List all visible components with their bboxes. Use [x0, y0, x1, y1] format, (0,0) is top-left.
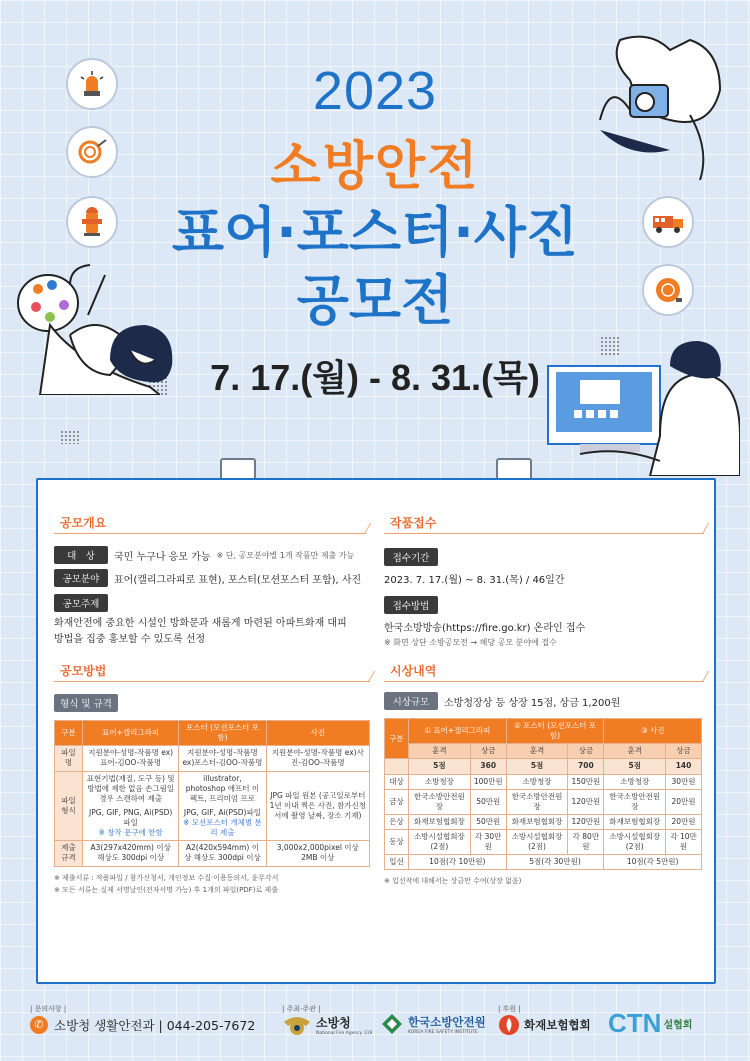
total-row	[385, 759, 702, 774]
org-logo-kfsi	[380, 1012, 486, 1036]
cell-text: JPG, GIF, Ai(PSD)파일	[183, 807, 261, 817]
awards-note: ※ 입선작에 대해서는 상금만 수여(상장 없음)	[384, 877, 522, 886]
table-row	[385, 774, 702, 789]
sub-header: 훈격	[409, 744, 471, 759]
submission-section	[384, 512, 704, 648]
org-sub: National Fire Agency 119	[316, 1031, 373, 1036]
table-cell	[179, 771, 266, 841]
table-header: ① 표어+캘리그라피	[409, 719, 507, 744]
table-cell: JPG 파일 원본 (공고일로부터 1년 이내 찍은 사진, 참가신청서에 촬영 날짜, 장소 기재)	[266, 771, 369, 841]
phone-icon: ✆	[30, 1016, 48, 1034]
theme-text: 화재안전에 중요한 시설인 방화문과 새롭게 마련된 아파트화재 대피방법을 집중 홍보할 수 있도록 선정	[54, 618, 347, 645]
cell-text: JPG, GIF, PNG, Ai(PSD) 파일	[89, 807, 173, 827]
sub-header: 훈격	[506, 744, 568, 759]
org-name: 한국소방안전원	[408, 1014, 486, 1029]
row-label: 파일명	[55, 746, 83, 771]
org-name: 소방청	[316, 1016, 351, 1030]
row-label: 대상	[385, 774, 409, 789]
contest-year: 2023	[312, 61, 438, 121]
table-row	[385, 789, 702, 814]
table-cell: 화재보험협회장	[506, 814, 568, 829]
table-cell: 소방시설협회장 (2점)	[604, 830, 666, 855]
table-row	[55, 841, 370, 866]
table-cell: 140	[666, 759, 702, 774]
table-row	[385, 855, 702, 870]
row-label: 파일 형식	[55, 771, 83, 841]
info-panel	[36, 478, 716, 984]
cell-note: ※ 모션포스터 개체별 분리 제출	[183, 818, 262, 838]
method-text: 한국소방방송(https://fire.go.kr) 온라인 접수	[384, 623, 586, 634]
table-cell: 소방청장	[506, 774, 568, 789]
row-label: 은상	[385, 814, 409, 829]
table-cell: 각 10만원	[666, 830, 702, 855]
table-cell: 120만원	[568, 789, 604, 814]
target-tag: 대 상	[54, 546, 108, 564]
row-label: 제출 규격	[55, 841, 83, 866]
field-tag: 공모분야	[54, 569, 108, 587]
sub-header: 훈격	[604, 744, 666, 759]
table-cell: 3,000x2,000pixel 이상 2MB 이상	[266, 841, 369, 866]
table-row	[385, 814, 702, 829]
title-line-3: 공모전	[296, 269, 454, 332]
table-cell: 한국소방안전원장	[506, 789, 568, 814]
sub-header: 상금	[666, 744, 702, 759]
table-cell: 5점	[409, 759, 471, 774]
table-cell: 50만원	[470, 789, 506, 814]
table-cell: 150만원	[568, 774, 604, 789]
table-cell: 소방청장	[409, 774, 471, 789]
contact-label: | 문의사항 |	[30, 1005, 67, 1013]
target-text: 국민 누구나 응모 가능	[114, 551, 211, 563]
table-cell: 10점(각 10만원)	[409, 855, 507, 870]
table-header: 구분	[385, 719, 409, 759]
kfsi-emblem-icon	[380, 1012, 404, 1036]
org-sub: KOREA FIRE SAFETY INSTITUTE	[408, 1029, 478, 1035]
table-cell: 한국소방안전원장	[409, 789, 471, 814]
overview-section	[54, 512, 366, 648]
table-cell: 화재보험협회장	[604, 814, 666, 829]
method-tag: 접수방법	[384, 596, 438, 614]
table-cell: 지원분야-성명-작품명 ex)사진-김OO-작품명	[266, 746, 369, 771]
cell-text: 표현기법(재질, 도구 등) 및 방법에 제한 없음 손그림일 경우 스캔하여 제출	[86, 773, 175, 803]
table-cell: 각 30만원	[470, 830, 506, 855]
table-cell: 지원분야-성명-작품명 ex)포스터-김OO-작품명	[179, 746, 266, 771]
dot-grid-decoration	[60, 430, 80, 444]
table-cell: 한국소방안전원장	[604, 789, 666, 814]
format-table	[54, 720, 370, 867]
method-heading: 공모방법	[54, 660, 370, 682]
org-name: CTN	[608, 1008, 662, 1038]
title-line-1: 소방안전	[270, 137, 480, 197]
contest-dates: 7. 17.(월) - 8. 31.(목)	[210, 357, 540, 398]
org-logo-kfpa	[498, 1014, 591, 1036]
row-label: 동상	[385, 830, 409, 855]
table-cell: 30만원	[666, 774, 702, 789]
theme-tag: 공모주제	[54, 594, 108, 612]
table-cell: 5점	[604, 759, 666, 774]
table-cell: 50만원	[470, 814, 506, 829]
method-section	[54, 660, 370, 895]
sub-header: 상금	[470, 744, 506, 759]
table-row	[55, 771, 370, 841]
table-cell: 100만원	[470, 774, 506, 789]
table-cell: 소방시설협회장 (2점)	[506, 830, 568, 855]
table-cell: 360	[470, 759, 506, 774]
field-text: 표어(캘리그라피로 표현), 포스터(모션포스터 포함), 사진	[114, 574, 362, 586]
kfpa-emblem-icon	[498, 1014, 520, 1036]
table-cell: 10점(각 5만원)	[604, 855, 702, 870]
table-cell: 각 80만원	[568, 830, 604, 855]
cell-note: ※ 창작 문구에 한함	[98, 828, 163, 838]
table-cell: 5점(각 30만원)	[506, 855, 604, 870]
table-cell: A3(297x420mm) 이상 해상도 300dpi 이상	[83, 841, 179, 866]
table-header: 사진	[266, 721, 369, 746]
contact-info	[30, 1016, 255, 1034]
table-header: ③ 사진	[604, 719, 702, 744]
sponsor-label: | 후원 |	[498, 1005, 521, 1013]
table-cell: 소방청장	[604, 774, 666, 789]
method-note: ※ 제출서류 : 작품파일 / 참가신청서, 개인정보 수집·이용동의서, 윤무각서	[54, 873, 279, 882]
method-note: ※ 모든 서류는 실제 서명날인(전자서명 가능) 후 1개의 파일(PDF)로 제출	[54, 885, 278, 894]
table-header: 구분	[55, 721, 83, 746]
cell-text: illustrator, photoshop 애프터 이펙트, 프리미엄 프로	[185, 773, 260, 803]
host-label: | 주최·주관 |	[282, 1005, 321, 1013]
table-cell	[83, 771, 179, 841]
row-label: 입선	[385, 855, 409, 870]
table-cell: 지원분야-성명-작품명 ex)표어-김OO-작품명	[83, 746, 179, 771]
scale-text: 소방청장상 등 상장 15점, 상금 1,200원	[444, 697, 621, 709]
awards-table	[384, 718, 702, 870]
awards-heading: 시상내역	[384, 660, 704, 682]
row-label: 금상	[385, 789, 409, 814]
org-name: 화재보험협회	[524, 1018, 591, 1032]
table-cell: 700	[568, 759, 604, 774]
table-cell: 20만원	[666, 814, 702, 829]
org-logo-ctn	[608, 1008, 692, 1039]
awards-section	[384, 660, 704, 886]
table-row	[55, 746, 370, 771]
overview-heading: 공모개요	[54, 512, 366, 534]
table-cell: 화재보험협회장	[409, 814, 471, 829]
table-header: 표어+캘리그라피	[83, 721, 179, 746]
sub-header: 상금	[568, 744, 604, 759]
target-note: ※ 단, 공모분야별 1개 작품만 제출 가능	[216, 550, 355, 560]
contact-text: 소방청 생활안전과 | 044-205-7672	[54, 1018, 256, 1033]
table-header: ② 포스터 (모션포스터 포함)	[506, 719, 604, 744]
table-header: 포스터 (모션포스터 포함)	[179, 721, 266, 746]
scale-tag: 시상규모	[384, 692, 438, 710]
table-cell: 20만원	[666, 789, 702, 814]
format-tag: 형식 및 규격	[54, 694, 118, 712]
table-cell: 소방시설협회장 (2점)	[409, 830, 471, 855]
period-text: 2023. 7. 17.(월) ~ 8. 31.(목) / 46일간	[384, 575, 565, 586]
method-note: ※ 화면 상단 소방공모전 → 해당 공모 분야에 접수	[384, 638, 557, 647]
nfa-emblem-icon	[282, 1012, 312, 1038]
period-tag: 접수기간	[384, 548, 438, 566]
table-cell: 5점	[506, 759, 568, 774]
table-row	[385, 830, 702, 855]
table-cell: A2(420x594mm) 이상 해상도 300dpi 이상	[179, 841, 266, 866]
org-sub: 설협회	[663, 1020, 693, 1031]
submission-heading: 작품접수	[384, 512, 704, 534]
org-logo-nfa	[282, 1012, 372, 1038]
table-cell: 120만원	[568, 814, 604, 829]
title-line-2: 표어·포스터·사진	[171, 201, 579, 264]
